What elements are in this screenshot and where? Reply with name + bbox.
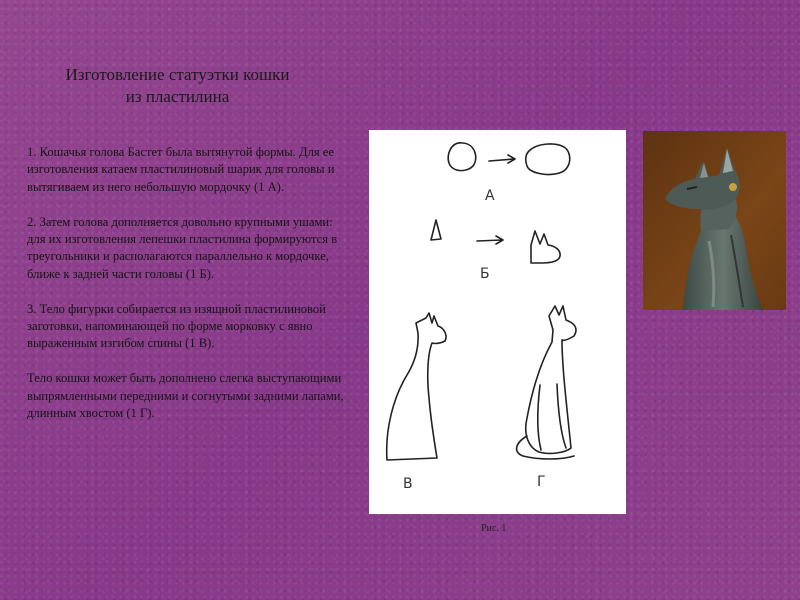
sketch-ball [448,143,476,171]
paragraph-2: 2. Затем голова дополняется довольно крупными ушами: для их изготовления лепешки пластилина формируются в треугольники и располагаются параллельно к мордочке, ближе к задней части головы (1 Б). [27,214,338,281]
paragraph-4: Тело кошки может быть дополнено слегка выступающими выпрямленными передними и согнутыми задними лапами, длинным хвостом (1 Г). [27,371,344,421]
sketch-body-g [526,306,576,453]
sketch-head-shape [526,144,570,175]
sketch-figure [369,130,626,514]
slide-title [20,64,335,108]
title-line-2: из пластилина [125,87,230,106]
sketch-head-ears [531,231,560,263]
label-g: Г [537,474,546,490]
cat-statue-image [643,131,786,310]
label-b: Б [480,266,490,282]
sketch-arrow-b [477,236,503,244]
title-line-1: Изготовление статуэтки кошки [65,65,290,84]
label-v: В [403,476,413,492]
sketch-arrow-a [489,155,515,163]
instructions-text [27,144,352,440]
paragraph-3: 3. Тело фигурки собирается из изящной пластилиновой заготовки, напоминающей по форме морковку с явно выраженным изгибом спины (1 В). [27,301,326,351]
sketch-ear [431,220,441,240]
sketch-body-v [387,313,446,460]
sketch-drawing [369,130,626,514]
figure-caption: Рис. 1 [481,523,507,534]
bastet-statue-photo [643,131,786,310]
paragraph-1: 1. Кошачья голова Бастет была вытянутой формы. Для ее изготовления катаем пластилиновый шарик для головы и вытягиваем из него небольшую мордочку (1 А). [27,145,335,194]
label-a: А [485,188,495,204]
